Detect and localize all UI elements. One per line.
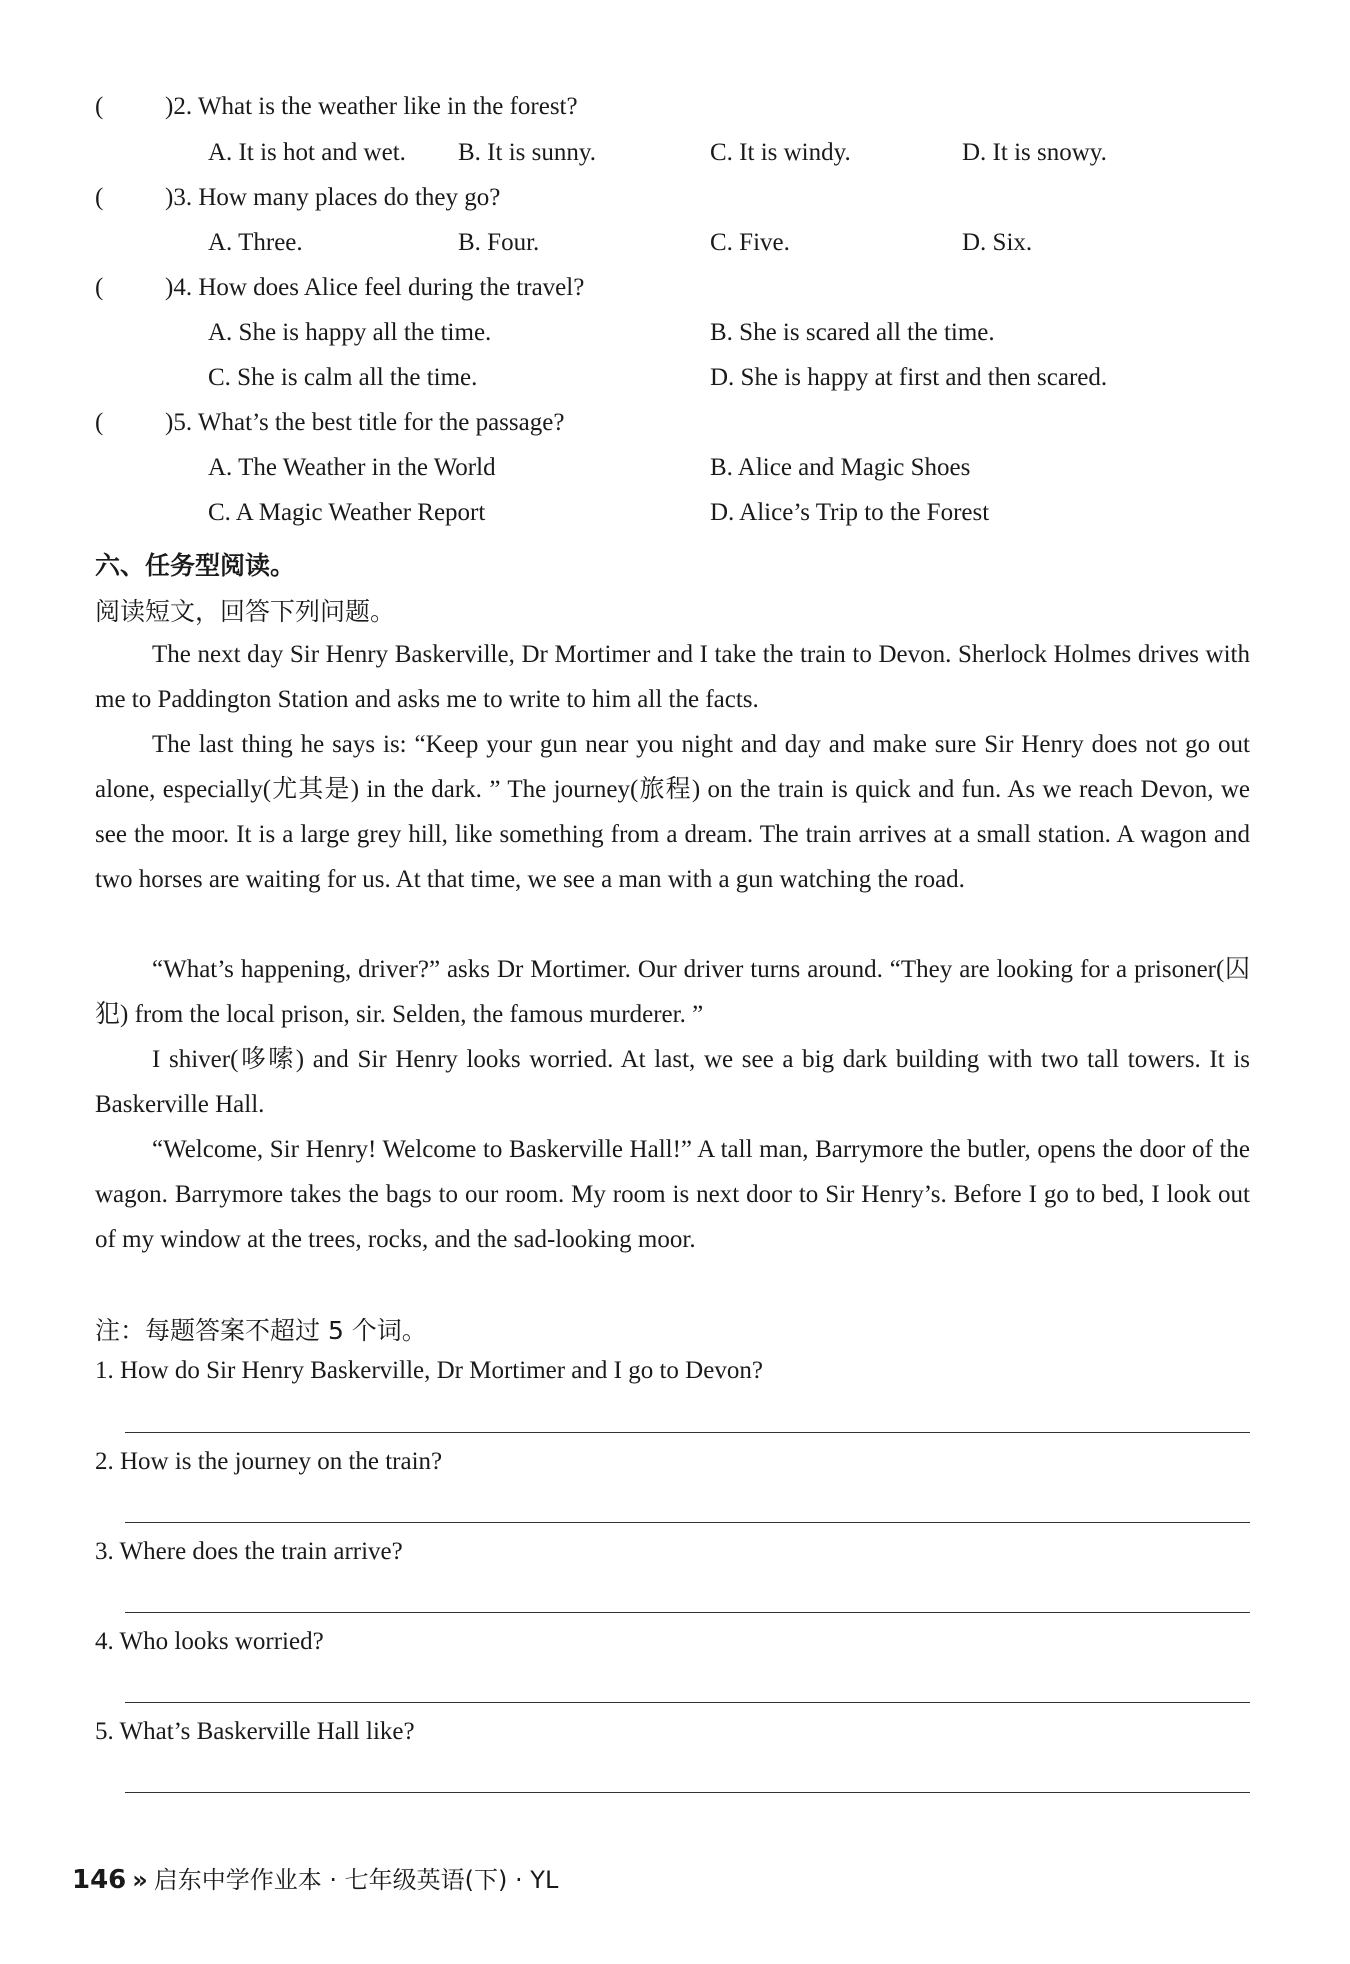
passage-paragraph-5: “Welcome, Sir Henry! Welcome to Baskerville Hall!” A tall man, Barrymore the butler, opens the door of the wagon. Barrymore takes the bags to our room. My room is next door to Sir Henry’s. Before I go to bed, I look out of my window at the trees, rocks, and the sad-looking moor. <box>95 1136 1250 1253</box>
double-chevron-icon: » <box>132 1866 148 1894</box>
question-stem: )4. How does Alice feel during the travel? <box>165 274 585 301</box>
answer-line-1[interactable] <box>125 1432 1250 1433</box>
passage-paragraph-2: The last thing he says is: “Keep your gun near you night and day and make sure Sir Henry does not go out alone, especially(尤其是) in the dark. ” The journey(旅程) on the train is quick and fun. As we reach Devon, we see the moor. It is a large grey hill, like something from a dream. The train arrives at a small station. A wagon and two horses are waiting for us. At that time, we see a man with a gun watching the road. <box>95 731 1250 893</box>
option-a: A. She is happy all the time. <box>208 319 492 346</box>
option-d: D. She is happy at first and then scared. <box>710 364 1108 391</box>
option-d: D. Six. <box>962 229 1033 256</box>
option-c: C. It is windy. <box>710 139 851 166</box>
option-b: B. Four. <box>458 229 540 256</box>
answer-line-3[interactable] <box>125 1612 1250 1613</box>
passage-paragraph-3: “What’s happening, driver?” asks Dr Mortimer. Our driver turns around. “They are looking for a prisoner(囚犯) from the local prison, sir. Selden, the famous murderer. ” <box>95 956 1250 1028</box>
question-stem: )5. What’s the best title for the passage? <box>165 409 565 436</box>
option-a: A. It is hot and wet. <box>208 139 406 166</box>
short-question-2: 2. How is the journey on the train? <box>95 1448 443 1475</box>
page-number: 146 <box>72 1865 127 1895</box>
page-footer <box>72 1860 558 1895</box>
passage-paragraph-1: The next day Sir Henry Baskerville, Dr Mortimer and I take the train to Devon. Sherlock Holmes drives with me to Paddington Station and asks me to write to him all the facts. <box>95 641 1250 713</box>
short-question-5: 5. What’s Baskerville Hall like? <box>95 1718 415 1745</box>
answer-bracket[interactable]: ( <box>95 184 104 211</box>
answer-line-2[interactable] <box>125 1522 1250 1523</box>
option-a: A. Three. <box>208 229 303 256</box>
section-heading: 六、任务型阅读。 <box>95 551 296 580</box>
answer-line-5[interactable] <box>125 1792 1250 1793</box>
option-b: B. It is sunny. <box>458 139 596 166</box>
passage-paragraph-4: I shiver(哆嗦) and Sir Henry looks worried. At last, we see a big dark building with two tall towers. It is Baskerville Hall. <box>95 1046 1250 1118</box>
short-question-1: 1. How do Sir Henry Baskerville, Dr Mortimer and I go to Devon? <box>95 1357 763 1384</box>
option-b: B. Alice and Magic Shoes <box>710 454 971 481</box>
answer-line-4[interactable] <box>125 1702 1250 1703</box>
answer-bracket[interactable]: ( <box>95 409 104 436</box>
option-d: D. Alice’s Trip to the Forest <box>710 499 990 526</box>
option-c: C. A Magic Weather Report <box>208 499 486 526</box>
question-stem: )3. How many places do they go? <box>165 184 501 211</box>
option-a: A. The Weather in the World <box>208 454 496 481</box>
option-c: C. Five. <box>710 229 790 256</box>
question-stem: )2. What is the weather like in the forest? <box>165 93 578 120</box>
answer-bracket[interactable]: ( <box>95 274 104 301</box>
short-question-3: 3. Where does the train arrive? <box>95 1538 403 1565</box>
short-question-4: 4. Who looks worried? <box>95 1628 324 1655</box>
option-d: D. It is snowy. <box>962 139 1107 166</box>
section-instruction: 阅读短文，回答下列问题。 <box>95 597 396 626</box>
option-c: C. She is calm all the time. <box>208 364 478 391</box>
answer-note: 注：每题答案不超过 5 个词。 <box>95 1316 427 1345</box>
option-b: B. She is scared all the time. <box>710 319 995 346</box>
book-title: 启东中学作业本 · 七年级英语(下) · YL <box>153 1866 559 1894</box>
answer-bracket[interactable]: ( <box>95 93 104 120</box>
